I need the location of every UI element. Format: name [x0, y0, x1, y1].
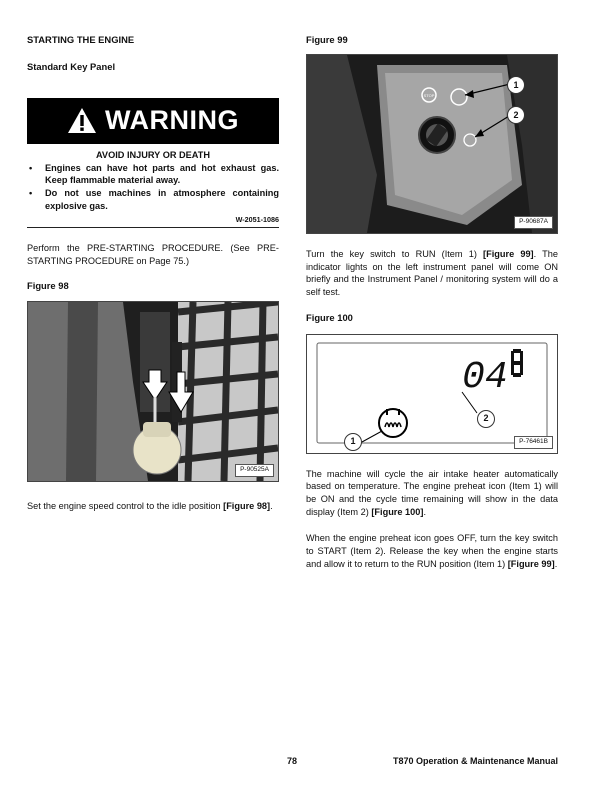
- warning-list: [27, 162, 279, 213]
- figure-reference: [Figure 98]: [223, 500, 271, 511]
- figure-99-photo: [306, 54, 558, 234]
- paragraph-text: When the engine preheat icon goes OFF, turn the key switch to START (Item 2). Release the key when the engine starts and allow it to return to the RUN position (Item 1): [306, 533, 558, 569]
- figure-reference: [Figure 100]: [371, 506, 424, 517]
- page-number: 78: [287, 756, 298, 766]
- paragraph-text: . The indicator lights on the left instrument panel will come ON briefly and the Instrument Panel / monitoring system will do a self test.: [306, 248, 558, 298]
- figure-98-photo: [27, 301, 279, 482]
- data-display-digits: 04: [462, 355, 508, 399]
- warning-item: • Engines can have hot parts and hot exhaust gas. Keep flammable material away.: [27, 162, 279, 187]
- figure-98-caption: Figure 98: [27, 279, 69, 291]
- section-title: STARTING THE ENGINE: [27, 34, 135, 45]
- figure-100-caption: Figure 100: [306, 311, 353, 323]
- air-intake-heater-paragraph: [306, 468, 558, 519]
- paragraph-text: .: [270, 500, 273, 511]
- figure-99-caption: Figure 99: [306, 34, 348, 45]
- callout-1: 1: [344, 433, 362, 451]
- callout-2: 2: [507, 106, 525, 124]
- right-column: [306, 34, 558, 571]
- warning-banner: [27, 98, 279, 144]
- figure-99-label: P-90687A: [514, 216, 553, 229]
- pre-starting-paragraph: Perform the PRE-STARTING PROCEDURE. (See PRE-STARTING PROCEDURE on Page 75.): [27, 243, 279, 266]
- turn-key-paragraph: [306, 248, 558, 299]
- idle-position-paragraph: [27, 500, 279, 513]
- preheat-off-paragraph: [306, 532, 558, 570]
- paragraph-text: Set the engine speed control to the idle position: [27, 500, 224, 511]
- callout-1: 1: [507, 76, 525, 94]
- warning-subtitle: AVOID INJURY OR DEATH: [95, 149, 210, 160]
- left-column: [27, 34, 279, 512]
- engine-speed-control-photo: [28, 302, 278, 481]
- paragraph-text: The machine will cycle the air intake heater automatically based on temperature. The engine preheat icon (Item 1) will be ON and the cycle time remaining will show in the data display (Item 2): [306, 468, 558, 517]
- figure-100-diagram: [306, 334, 558, 454]
- paragraph-text: .: [554, 558, 558, 569]
- manual-title: T870 Operation & Maintenance Manual: [392, 756, 558, 766]
- figure-98-label: P-90525A: [235, 464, 274, 477]
- figure-100-label: P-76461B: [514, 436, 553, 449]
- engine-preheat-icon: [379, 409, 407, 437]
- figure-reference: [Figure 99]: [507, 558, 555, 569]
- paragraph-text: Turn the key switch to RUN (Item 1): [306, 248, 484, 259]
- subsection-title: Standard Key Panel: [27, 60, 116, 72]
- warning-code: W-2051-1086: [27, 215, 279, 228]
- paragraph-text: .: [423, 506, 426, 517]
- warning-triangle-icon: [67, 107, 97, 134]
- stop-indicator-label: STOP: [423, 92, 435, 98]
- warning-item: • Do not use machines in atmosphere containing explosive gas.: [27, 187, 279, 212]
- callout-2: 2: [477, 410, 495, 428]
- figure-reference: [Figure 99]: [483, 248, 534, 259]
- warning-title: WARNING: [105, 105, 239, 136]
